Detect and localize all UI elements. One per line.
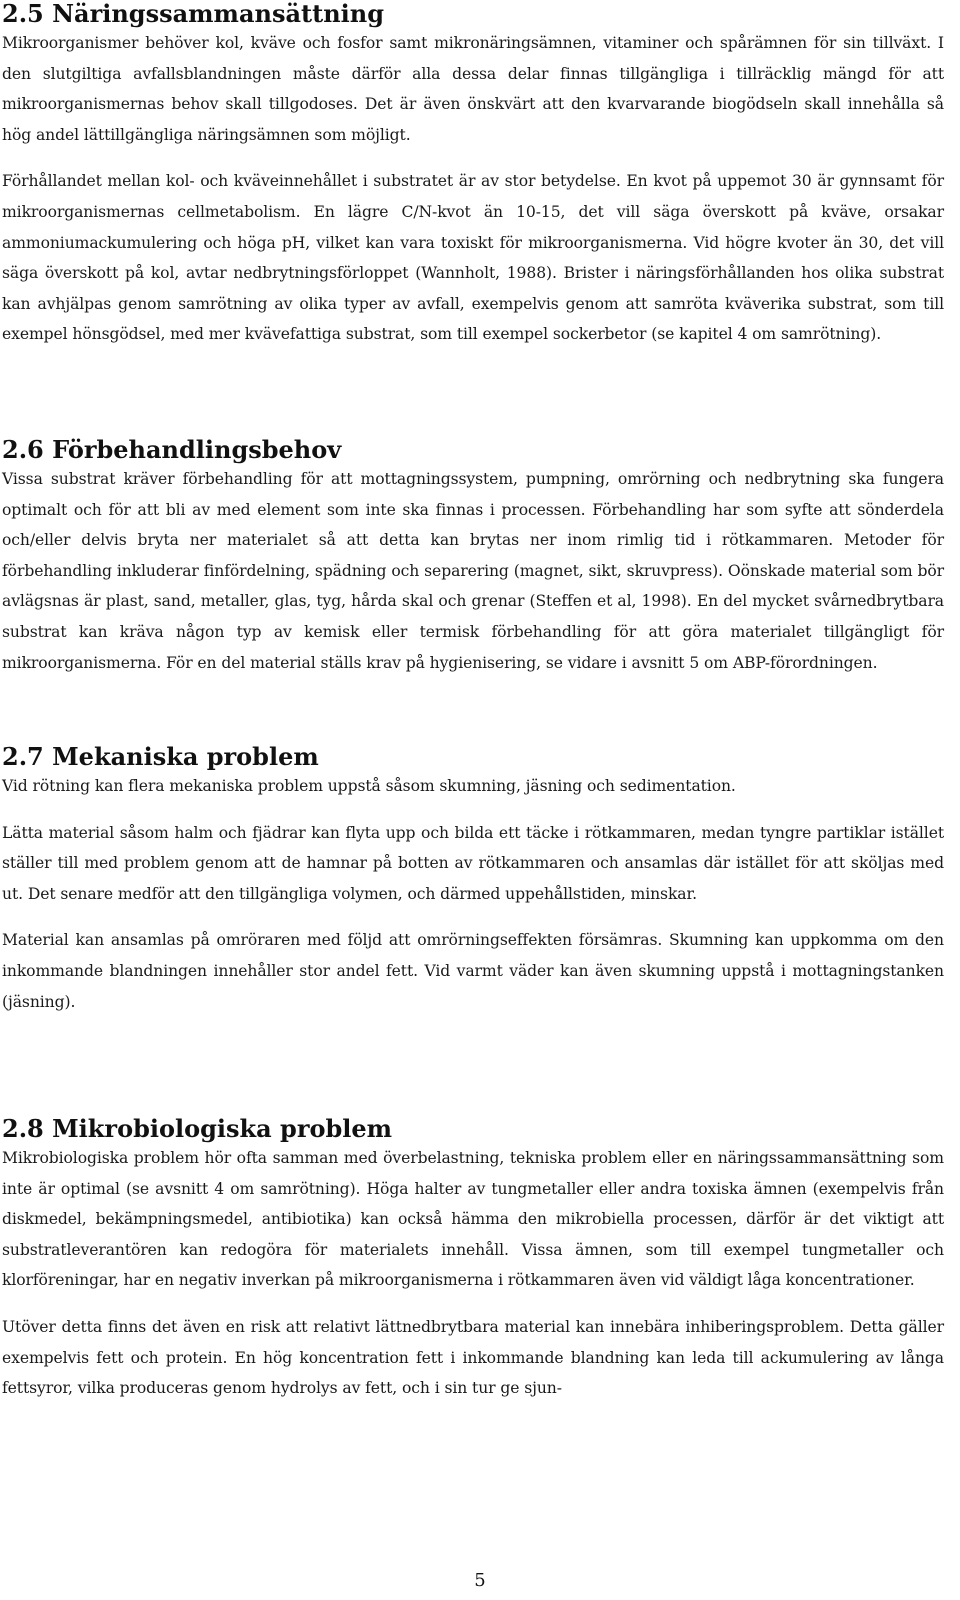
section-2-6 (2, 436, 944, 678)
paragraph: Förhållandet mellan kol- och kväveinnehållet i substratet är av stor betydelse. En kvot på uppemot 30 är gynnsamt för mikroorganismernas cellmetabolism. En lägre C/N-kvot än 10-15, det vill säga överskott på kväve, orsakar ammoniumackumulering och höga pH, vilket kan vara toxiskt för mikroorganismerna. Vid högre kvoter än 30, det vill säga överskott på kol, avtar nedbrytningsförloppet (Wannholt, 1988). Brister i näringsförhållanden hos olika substrat kan avhjälpas genom samrötning av olika typer av avfall, exempelvis genom att samröta kväverika substrat, som till exempel hönsgödsel, med mer kvävefattiga substrat, som till exempel sockerbetor (se kapitel 4 om samrötning). (2, 172, 944, 344)
section-2-7 (2, 743, 944, 1017)
paragraph: Mikrobiologiska problem hör ofta samman med överbelastning, tekniska problem eller en näringssammansättning som inte är optimal (se avsnitt 4 om samrötning). Höga halter av tungmetaller eller andra toxiska ämnen (exempelvis från diskmedel, bekämpningsmedel, antibiotika) kan också hämma den mikrobiella processen, därför är det viktigt att substratleverantören kan redogöra för materialets innehåll. Vissa ämnen, som till exempel tungmetaller och klorföreningar, har en negativ inverkan på mikroorganismerna i rötkammaren även vid väldigt låga koncentrationer. (2, 1149, 944, 1290)
page-number: 5 (474, 1570, 486, 1591)
paragraph: Utöver detta finns det även en risk att relativt lättnedbrytbara material kan innebära inhiberingsproblem. Detta gäller exempelvis fett och protein. En hög koncentration fett i inkommande blandning kan leda till ackumulering av långa fettsyror, vilka produceras genom hydrolys av fett, och i sin tur ge sjun- (2, 1317, 944, 1398)
paragraph: Lätta material såsom halm och fjädrar kan flyta upp och bilda ett täcke i rötkammaren, medan tyngre partiklar istället ställer till med problem genom att de hamnar på botten av rötkammaren och ansamlas där istället för att sköljas med ut. Det senare medför att den tillgängliga volymen, och därmed uppehållstiden, minskar. (2, 823, 944, 903)
paragraph: Mikroorganismer behöver kol, kväve och fosfor samt mikronäringsämnen, vitaminer och spårämnen för sin tillväxt. I den slutgiltiga avfallsblandningen måste därför alla dessa delar finnas tillgängliga i tillräcklig mängd för att mikroorganismernas behov skall tillgodoses. Det är även önskvärt att den kvarvarande biogödseln skall innehålla så hög andel lättillgängliga näringsämnen som möjligt. (2, 34, 944, 144)
section-2-5 (2, 0, 944, 350)
section-2-8 (2, 1115, 944, 1404)
section-heading: 2.5 Näringssammansättning (2, 0, 384, 28)
section-heading: 2.7 Mekaniska problem (2, 742, 319, 771)
paragraph: Vissa substrat kräver förbehandling för att mottagningssystem, pumpning, omrörning och nedbrytning ska fungera optimalt och för att bli av med element som inte ska finnas i processen. Förbehandling har som syfte att sönderdela och/eller delvis bryta ner materialet så att detta kan brytas ner inom rimlig tid i rötkammaren. Metoder för förbehandling inkluderar finfördelning, spädning och separering (magnet, sikt, skruvpress). Oönskade material som bör avlägsnas är plast, sand, metaller, glas, tyg, hårda skal och grenar (Steffen et al, 1998). En del mycket svårnedbrytbara substrat kan kräva någon typ av kemisk eller termisk förbehandling för att göra materialet tillgängligt för mikroorganismerna. För en del material ställs krav på hygienisering, se vidare i avsnitt 5 om ABP-förordningen. (2, 470, 944, 672)
section-heading: 2.6 Förbehandlingsbehov (2, 435, 342, 464)
paragraph: Material kan ansamlas på omröraren med följd att omrörningseffekten försämras. Skumning kan uppkomma om den inkommande blandningen innehåller stor andel fett. Vid varmt väder kan även skumning uppstå i mottagningstanken (jäsning). (2, 931, 944, 1011)
paragraph: Vid rötning kan flera mekaniska problem uppstå såsom skumning, jäsning och sedimentation. (2, 777, 736, 795)
section-heading: 2.8 Mikrobiologiska problem (2, 1114, 393, 1143)
